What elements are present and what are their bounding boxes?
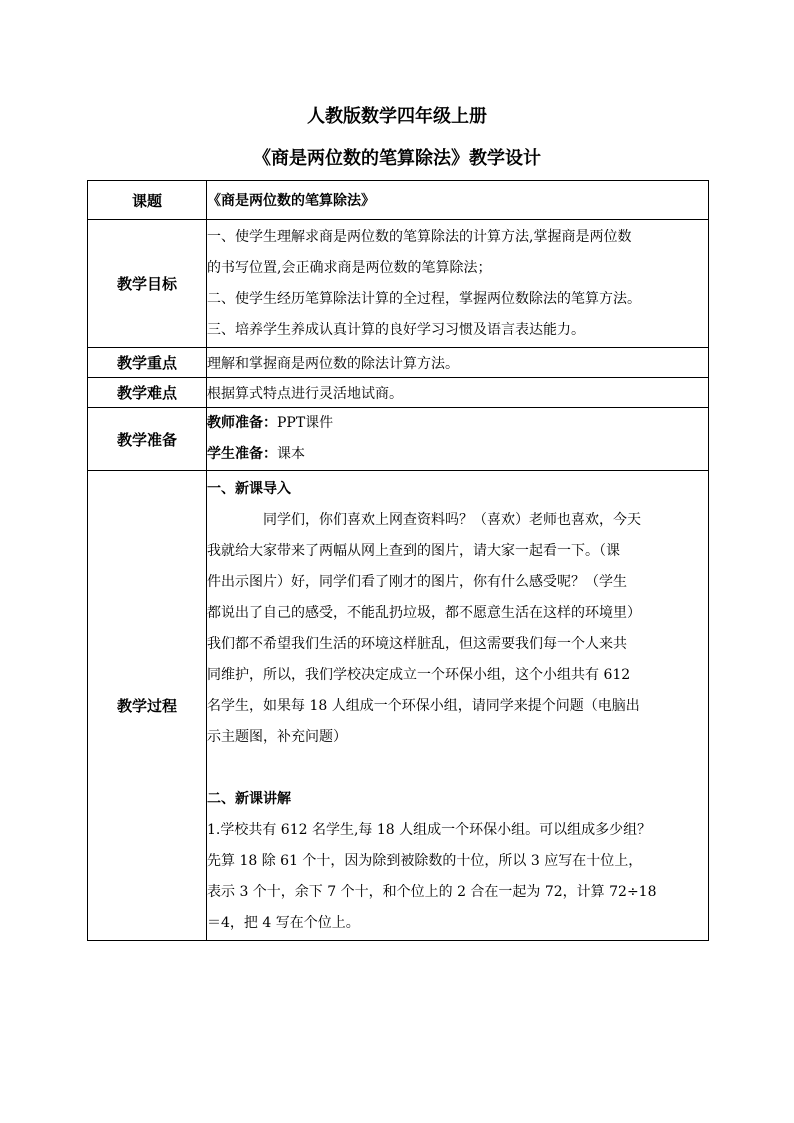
- lesson-line: 先算 18 除 61 个十，因为除到被除数的十位，所以 3 应写在十位上，: [207, 853, 643, 869]
- lesson-line: ＝4，把 4 写在个位上。: [207, 915, 360, 931]
- row-topic: [88, 181, 709, 220]
- lesson-plan-table: [87, 180, 709, 941]
- intro-line: 都说出了自己的感受，不能乱扔垃圾，都不愿意生活在这样的环境里）: [207, 605, 641, 621]
- row-preparation: [88, 408, 709, 471]
- student-preparation: [207, 439, 708, 470]
- student-preparation-value: 课本: [277, 446, 305, 462]
- row-key-point: [88, 348, 709, 378]
- topic-value: 《商是两位数的笔算除法》: [207, 181, 709, 220]
- intro-line: 件出示图片）好，同学们看了刚才的图片，你有什么感受呢？（学生: [207, 574, 627, 590]
- intro-line: 同维护，所以，我们学校决定成立一个环保小组，这个小组共有 612: [207, 667, 631, 683]
- section-heading-intro: 一、新课导入: [207, 481, 291, 497]
- row-goals: [88, 220, 709, 348]
- section-heading-new-lesson: 二、新课讲解: [207, 791, 291, 807]
- row-difficulty: [88, 378, 709, 408]
- teacher-preparation: [207, 408, 708, 439]
- goal-line: 二、使学生经历笔算除法计算的全过程，掌握两位数除法的笔算方法。: [207, 290, 641, 307]
- lesson-line: 1.学校共有 612 名学生,每 18 人组成一个环保小组。可以组成多少组？: [207, 822, 652, 838]
- goal-line: 一、使学生理解求商是两位数的笔算除法的计算方法,掌握商是两位数: [207, 228, 632, 245]
- key-point-label: 教学重点: [88, 348, 207, 378]
- goal-line: 三、培养学生养成认真计算的良好学习习惯及语言表达能力。: [207, 321, 585, 338]
- goal-line: 的书写位置,会正确求商是两位数的笔算除法；: [207, 259, 492, 276]
- difficulty-value: 根据算式特点进行灵活地试商。: [207, 378, 709, 408]
- process-label: 教学过程: [88, 471, 207, 941]
- teacher-preparation-label: 教师准备：: [207, 415, 277, 431]
- teacher-preparation-value: PPT课件: [277, 415, 334, 431]
- document-title: 人教版数学四年级上册: [307, 106, 487, 127]
- goals-content: [207, 220, 709, 348]
- spacer: [207, 753, 708, 784]
- key-point-value: 理解和掌握商是两位数的除法计算方法。: [207, 348, 709, 378]
- student-preparation-label: 学生准备：: [207, 446, 277, 462]
- topic-label: 课题: [88, 181, 207, 220]
- intro-line: 示主题图，补充问题）: [207, 729, 347, 745]
- intro-line: 同学们，你们喜欢上网查资料吗？（喜欢）老师也喜欢，今天: [263, 512, 641, 528]
- process-content: [207, 471, 709, 941]
- preparation-label: 教学准备: [88, 408, 207, 471]
- intro-line: 我们都不希望我们生活的环境这样脏乱，但这需要我们每一个人来共: [207, 636, 627, 652]
- preparation-content: [207, 408, 709, 471]
- row-process: [88, 471, 709, 941]
- intro-line: 我就给大家带来了两幅从网上查到的图片，请大家一起看一下。（课: [207, 543, 620, 559]
- lesson-line: 表示 3 个十，余下 7 个十，和个位上的 2 合在一起为 72，计算 72÷18: [207, 884, 657, 900]
- document-subtitle: 《商是两位数的笔算除法》教学设计: [253, 148, 541, 169]
- goals-label: 教学目标: [88, 220, 207, 348]
- difficulty-label: 教学难点: [88, 378, 207, 408]
- intro-line: 名学生，如果每 18 人组成一个环保小组，请同学来提个问题（电脑出: [207, 698, 640, 714]
